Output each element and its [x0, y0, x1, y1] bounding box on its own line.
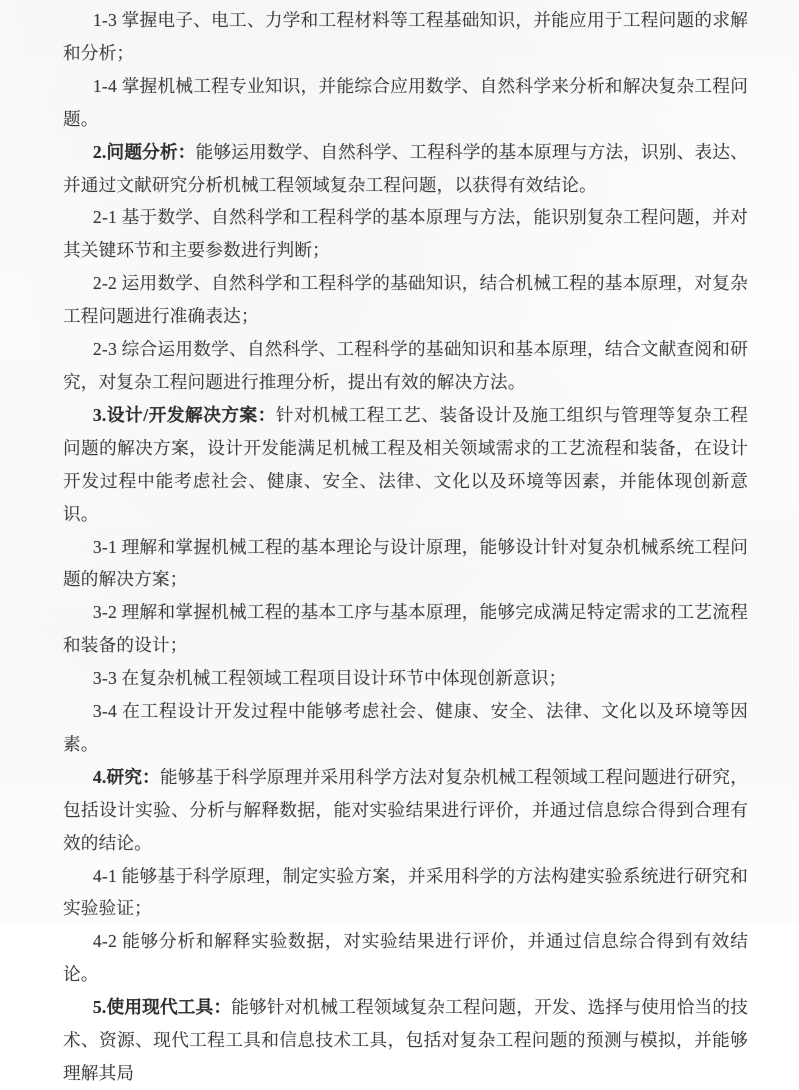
paragraph — [63, 399, 748, 531]
paragraph — [63, 925, 748, 991]
paragraph-text: 能够运用数学、自然科学、工程科学的基本原理与方法，识别、表达、并通过文献研究分析机械工程领域复杂工程问题，以获得有效结论。 — [63, 141, 748, 195]
paragraph-text: 3-3 在复杂机械工程领域工程项目设计环节中体现创新意识； — [92, 668, 567, 689]
paragraph-text: 3-1 理解和掌握机械工程的基本理论与设计原理，能够设计针对复杂机械系统工程问题的解决方案； — [63, 536, 748, 590]
paragraph — [63, 136, 748, 202]
paragraph — [63, 761, 748, 860]
paragraph — [63, 70, 748, 136]
paragraph — [63, 201, 748, 267]
paragraph-text: 3-4 在工程设计开发过程中能够考虑社会、健康、安全、法律、文化以及环境等因素。 — [63, 701, 748, 754]
paragraph — [63, 662, 748, 695]
paragraph — [63, 860, 748, 926]
paragraph-text: 4-2 能够分析和解释实验数据，对实验结果进行评价，并通过信息综合得到有效结论。 — [63, 931, 748, 985]
document-body — [63, 4, 748, 1090]
paragraph — [63, 267, 748, 333]
paragraph-text: 1-3 掌握电子、电工、力学和工程材料等工程基础知识，并能应用于工程问题的求解和分析； — [63, 10, 748, 63]
paragraph-text: 2-2 运用数学、自然科学和工程科学的基础知识，结合机械工程的基本原理，对复杂工程问题进行准确表达； — [63, 273, 748, 327]
paragraph — [63, 4, 748, 70]
paragraph-heading-label: 4.研究： — [92, 766, 160, 787]
paragraph — [63, 596, 748, 662]
paragraph-text: 能够基于科学原理并采用科学方法对复杂机械工程领域工程问题进行研究，包括设计实验、分析与解释数据，能对实验结果进行评价，并通过信息综合得到合理有效的结论。 — [63, 766, 748, 853]
paragraph — [63, 531, 748, 597]
paragraph-text: 2-1 基于数学、自然科学和工程科学的基本原理与方法，能识别复杂工程问题，并对其关键环节和主要参数进行判断； — [63, 207, 748, 261]
paragraph-text: 能够针对机械工程领域复杂工程问题，开发、选择与使用恰当的技术、资源、现代工程工具和信息技术工具，包括对复杂工程问题的预测与模拟，并能够理解其局 — [63, 997, 748, 1083]
paragraph-text: 2-3 综合运用数学、自然科学、工程科学的基础知识和基本原理，结合文献查阅和研究，对复杂工程问题进行推理分析，提出有效的解决方法。 — [63, 339, 748, 392]
paragraph-text: 4-1 能够基于科学原理，制定实验方案，并采用科学的方法构建实验系统进行研究和实验验证； — [63, 865, 748, 919]
paragraph — [63, 333, 748, 399]
paragraph-text: 针对机械工程工艺、装备设计及施工组织与管理等复杂工程问题的解决方案，设计开发能满足机械工程及相关领域需求的工艺流程和装备，在设计开发过程中能考虑社会、健康、安全、法律、文化以及环境等因素，并能体现创新意识。 — [63, 404, 749, 524]
paragraph-text: 1-4 掌握机械工程专业知识，并能综合应用数学、自然科学来分析和解决复杂工程问题。 — [63, 75, 748, 129]
paragraph-heading-label: 5.使用现代工具： — [92, 997, 232, 1018]
paragraph — [63, 991, 748, 1090]
paragraph-text: 3-2 理解和掌握机械工程的基本工序与基本原理，能够完成满足特定需求的工艺流程和装备的设计； — [63, 602, 748, 656]
paragraph — [63, 695, 748, 761]
paragraph-heading-label: 2.问题分析： — [92, 141, 196, 162]
paragraph-heading-label: 3.设计/开发解决方案： — [92, 404, 276, 425]
